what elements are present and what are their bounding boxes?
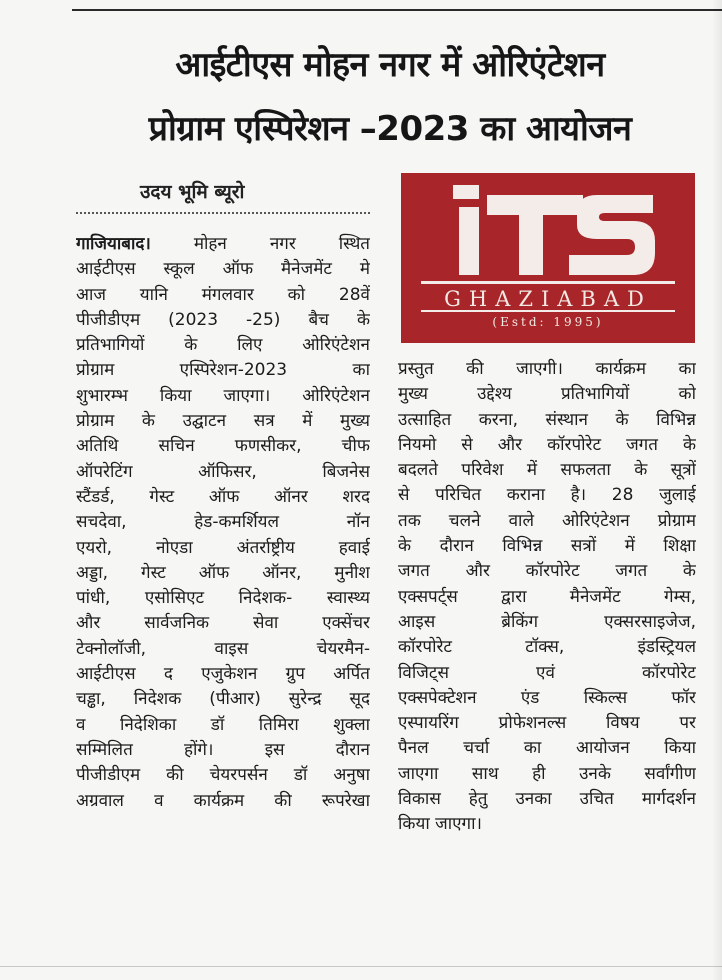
text-line: आज यानि मंगलवार को 28वें xyxy=(76,284,370,305)
text-line: प्रस्तुत की जाएगी। कार्यक्रम का xyxy=(398,359,696,379)
byline: उदय भूमि ब्यूरो xyxy=(140,181,245,203)
logo-name: GHAZIABAD xyxy=(444,287,652,311)
text-line: स्टैंडर्ड, गेस्ट ऑफ ऑनर शरद xyxy=(76,486,370,507)
text-line: व निदेशिका डॉ तिमिरा शुक्ला xyxy=(76,714,370,735)
text-line: चड्ढा, निदेशक (पीआर) सुरेन्द्र सूद xyxy=(76,689,370,710)
text-line: पीजीडीएम की चेयरपर्सन डॉ अनुषा xyxy=(76,765,370,786)
text-line: प्रोग्राम के उद्घाटन सत्र में मुख्य xyxy=(76,411,370,432)
text-line: ऑपरेटिंग ऑफिसर, बिजनेस xyxy=(76,461,370,482)
text-line: विकास हेतु उनका उचित मार्गदर्शन xyxy=(398,789,696,810)
text-line: जाएगा साथ ही उनके सर्वांगीण xyxy=(398,763,696,784)
text-line: नियमो से और कॉरपोरेट जगत के xyxy=(398,434,696,455)
text-line: जगत और कॉरपोरेट जगत के xyxy=(398,561,696,582)
text-line: सम्मिलित होंगे। इस दौरान xyxy=(76,739,370,760)
text-line: मुख्य उद्देश्य प्रतिभागियों को xyxy=(398,384,696,405)
text-line: किया जाएगा। xyxy=(398,814,482,835)
text-line: सचदेवा, हेड-कमर्शियल नॉन xyxy=(76,512,370,533)
headline-line-2: प्रोग्राम एस्पिरेशन –2023 का आयोजन xyxy=(148,109,632,149)
text-line: प्रोग्राम एस्पिरेशन-2023 का xyxy=(76,360,370,381)
text-line: अग्रवाल व कार्यक्रम की रूपरेखा xyxy=(76,790,370,811)
top-rule xyxy=(72,9,722,11)
text-line: पैनल चर्चा का आयोजन किया xyxy=(398,738,696,759)
text-line: अतिथि सचिन फणसीकर, चीफ xyxy=(76,436,370,457)
dateline: गाजियाबाद। xyxy=(76,234,151,254)
text-line: पीजीडीएम (2023 -25) बैच के xyxy=(76,309,370,330)
bottom-rule xyxy=(0,966,722,967)
its-logo xyxy=(401,173,695,343)
text-line: प्रतिभागियों के लिए ओरिएंटेशन xyxy=(76,335,370,356)
text-line: एक्सपर्ट्स द्वारा मैनेजमेंट गेम्स, xyxy=(398,586,696,607)
text-line: से परिचित कराना है। 28 जुलाई xyxy=(398,485,696,506)
text-line: और सार्वजनिक सेवा एक्सेंचर xyxy=(76,613,370,634)
text-line: पांधी, एसोसिएट निदेशक- स्वास्थ्य xyxy=(76,588,370,609)
text-line: टेक्नोलॉजी, वाइस चेयरमैन- xyxy=(76,638,370,659)
text-line: गाजियाबाद। मोहन नगर स्थित xyxy=(76,234,370,254)
headline-line-1: आईटीएस मोहन नगर में ओरिएंटेशन xyxy=(175,45,605,85)
text-line: अड्डा, गेस्ट ऑफ ऑनर, मुनीश xyxy=(76,562,370,583)
page-edge-shadow xyxy=(712,0,722,980)
text-line: के दौरान विभिन्न सत्रों में शिक्षा xyxy=(398,536,696,557)
text-line: तक चलने वाले ओरिएंटेशन प्रोग्राम xyxy=(398,510,696,531)
text-line: एक्सपेक्टेशन एंड स्किल्स फॉर xyxy=(398,687,696,708)
text-line: उत्साहित करना, संस्थान के विभिन्न xyxy=(398,409,696,430)
text-line: कॉरपोरेट टॉक्स, इंडस्ट्रियल xyxy=(398,637,696,658)
text-line: आईटीएस द एजुकेशन ग्रुप अर्पित xyxy=(76,664,370,685)
left-column xyxy=(76,232,370,814)
text-line: शुभारम्भ किया जाएगा। ओरिएंटेशन xyxy=(76,385,370,406)
logo-estd: (Estd: 1995) xyxy=(492,315,604,329)
text-line: आईटीएस स्कूल ऑफ मैनेजमेंट मे xyxy=(76,259,370,280)
right-column xyxy=(398,357,696,838)
text-line: एस्पायरिंग प्रोफेशनल्स विषय पर xyxy=(398,713,696,734)
text-line: बदलते परिवेश में सफलता के सूत्रों xyxy=(398,460,696,481)
text-line: विजिट्स एवं कॉरपोरेट xyxy=(398,662,696,683)
text-line: आइस ब्रेकिंग एक्सरसाइजेज, xyxy=(398,611,696,632)
text-line: एयरो, नोएडा अंतर्राष्ट्रीय हवाई xyxy=(76,537,370,558)
byline-dotted-rule xyxy=(76,212,370,214)
